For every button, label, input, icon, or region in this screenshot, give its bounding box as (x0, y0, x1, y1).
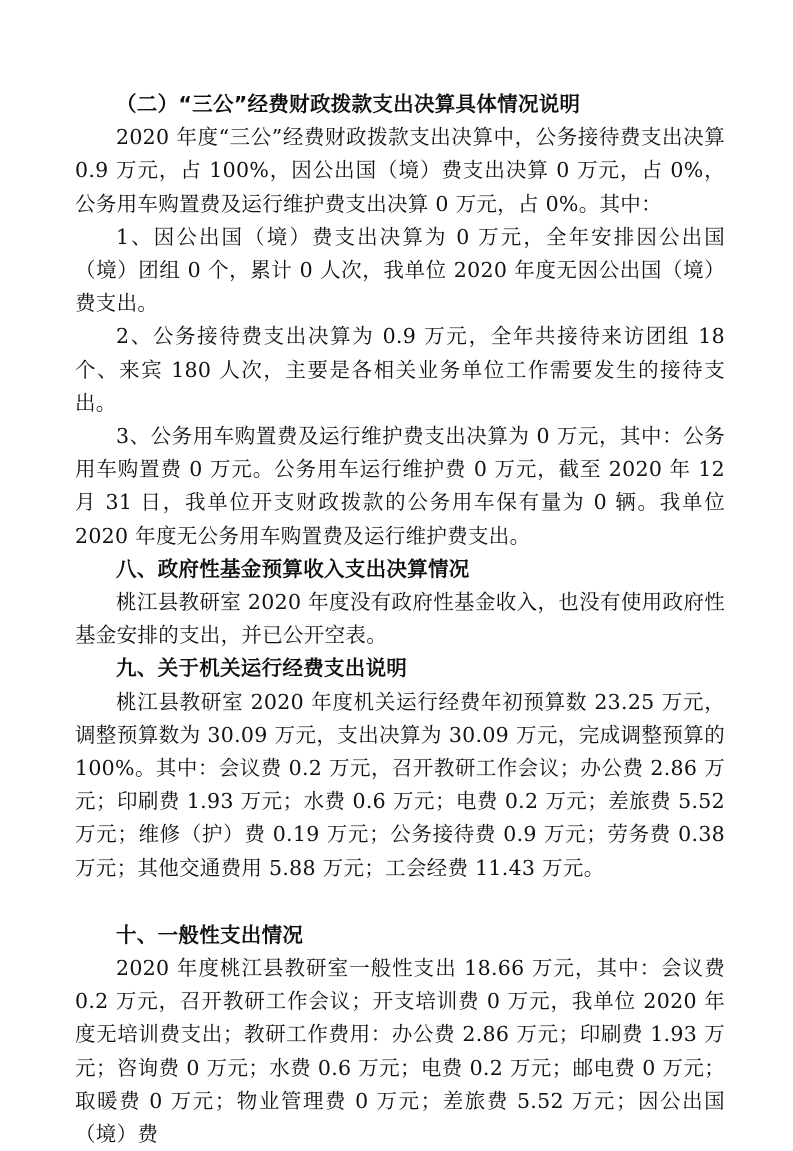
paragraph: 桃江县教研室 2020 年度没有政府性基金收入，也没有使用政府性基金安排的支出，并已公开空表。 (75, 590, 725, 648)
paragraph: 1、因公出国（境）费支出决算为 0 万元，全年安排因公出国（境）团组 0 个，累计 0 人次，我单位 2020 年度无因公出国（境）费支出。 (75, 224, 725, 316)
section-heading-government-fund: 八、政府性基金预算收入支出决算情况 (116, 556, 470, 581)
paragraph: 桃江县教研室 2020 年度机关运行经费年初预算数 23.25 万元，调整预算数为 30.09 万元，支出决算为 30.09 万元，完成调整预算的 100%。其中：会议费 0.2 万元，召开教研工作会议；办公费 2.86 万元；印刷费 1.93 万元；水费 0.6 万元；电费 0.2 万元；差旅费 5.52 万元；维修（护）费 0.19 万元；公务接待费 0.9 万元；劳务费 0.38 万元；其他交通费用 5.88 万元；工会经费 11.43 万元。 (75, 689, 725, 880)
paragraph: 3、公务用车购置费及运行维护费支出决算为 0 万元，其中：公务用车购置费 0 万元。公务用车运行维护费 0 万元，截至 2020 年 12 月 31 日，我单位开支财政拨款的公务用车保有量为 0 辆。我单位 2020 年度无公务用车购置费及运行维护费支出。 (75, 424, 725, 548)
section-heading-general-expenses: 十、一般性支出情况 (116, 922, 304, 947)
paragraph: 2020 年度“三公”经费财政拨款支出决算中，公务接待费支出决算 0.9 万元，占 100%，因公出国（境）费支出决算 0 万元，占 0%，公务用车购置费及运行维护费支出决算 0 万元，占 0%。其中： (75, 125, 725, 216)
section-heading-operating-expenses: 九、关于机关运行经费支出说明 (116, 656, 408, 681)
document-body (75, 88, 725, 1151)
blank-line (75, 885, 725, 919)
paragraph: 2020 年度桃江县教研室一般性支出 18.66 万元，其中：会议费 0.2 万元，召开教研工作会议；开支培训费 0 万元，我单位 2020 年度无培训费支出；教研工作费用：办公费 2.86 万元；印刷费 1.93 万元；咨询费 0 万元；水费 0.6 万元；电费 0.2 万元；邮电费 0 万元；取暖费 0 万元；物业管理费 0 万元；差旅费 5.52 万元；因公出国（境）费 (75, 956, 725, 1147)
paragraph: 2、公务接待费支出决算为 0.9 万元，全年共接待来访团组 18 个、来宾 180 人次，主要是各相关业务单位工作需要发生的接待支出。 (75, 324, 725, 415)
section-heading-three-public: （二）“三公”经费财政拨款支出决算具体情况说明 (116, 92, 581, 116)
